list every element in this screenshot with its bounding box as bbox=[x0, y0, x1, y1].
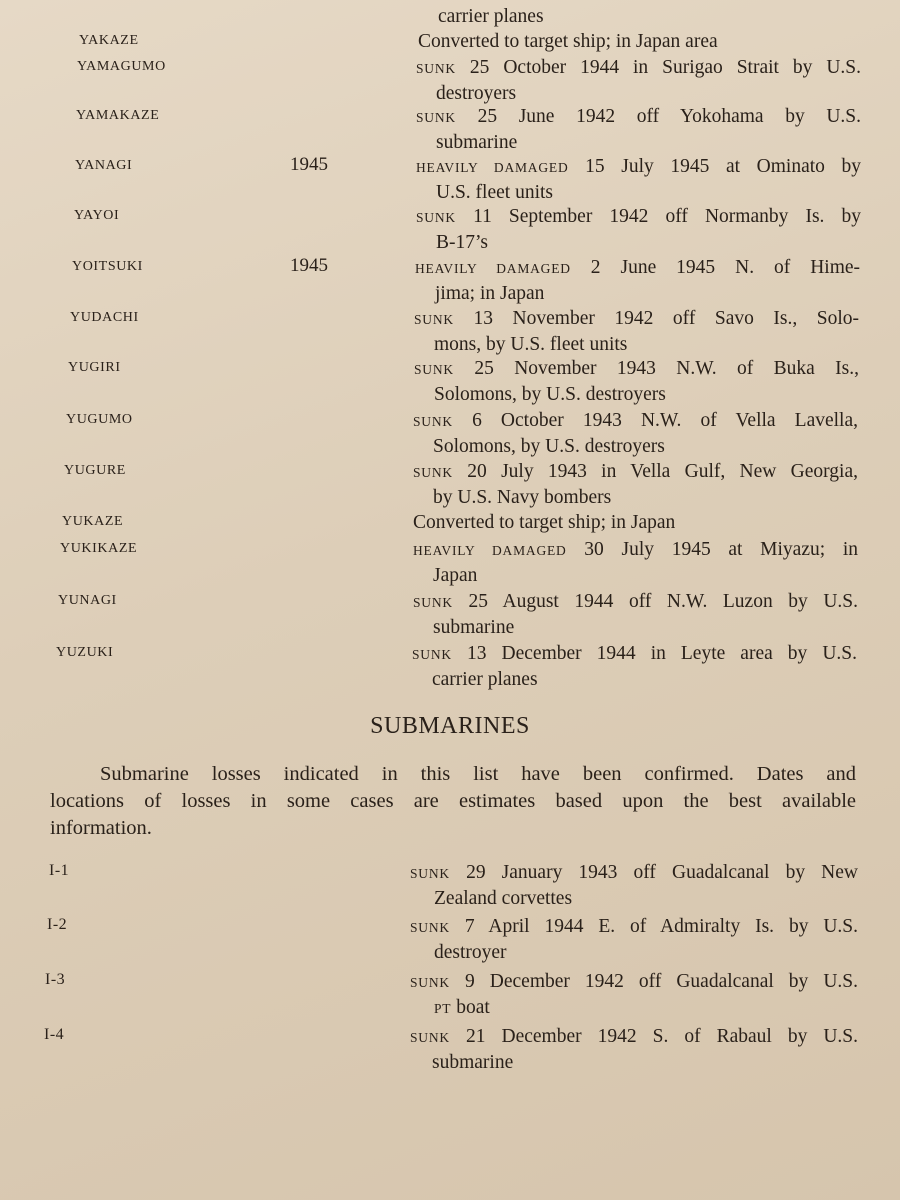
submarine-name: I-2 bbox=[47, 916, 68, 933]
ship-name: YANAGI bbox=[75, 158, 133, 173]
fate-line-2: Japan bbox=[433, 565, 478, 586]
ship-fate bbox=[412, 641, 857, 692]
fate-line-2: Solomons, by U.S. destroyers bbox=[433, 436, 665, 457]
ship-name: YUKIKAZE bbox=[60, 541, 138, 556]
fate-status: SUNK bbox=[416, 61, 456, 76]
ship-name: YUGUMO bbox=[66, 412, 133, 427]
submarine-fate bbox=[410, 860, 858, 912]
ship-fate bbox=[415, 255, 860, 306]
fate-line-1: 20 July 1943 in Vella Gulf, New Georgia, bbox=[467, 461, 858, 482]
ship-name: YUNAGI bbox=[58, 593, 117, 608]
ship-fate bbox=[418, 29, 863, 54]
fate-status: SUNK bbox=[412, 647, 452, 662]
fate-line-2: destroyers bbox=[436, 83, 517, 104]
ship-name: YUGIRI bbox=[68, 360, 121, 375]
fate-line-2: destroyer bbox=[434, 942, 507, 963]
ship-name: YUDACHI bbox=[70, 310, 139, 325]
ship-name: YUKAZE bbox=[62, 514, 124, 529]
fate-status: SUNK bbox=[414, 362, 454, 377]
ship-fate bbox=[413, 589, 858, 640]
fate-line-1: Converted to target ship; in Japan bbox=[413, 512, 676, 533]
ship-year: 1945 bbox=[290, 255, 328, 276]
ship-name: YUZUKI bbox=[56, 645, 114, 660]
fate-line-1: 15 July 1945 at Ominato by bbox=[585, 156, 862, 177]
fate-line-1: 7 April 1944 E. of Admiralty Is. by U.S. bbox=[464, 916, 859, 937]
ship-fate bbox=[416, 104, 861, 155]
fate-line-1: 9 December 1942 off Guadalcanal by U.S. bbox=[465, 971, 859, 992]
fate-status: SUNK bbox=[410, 866, 450, 881]
submarine-name: I-4 bbox=[44, 1026, 65, 1043]
fate-line-2: submarine bbox=[432, 1052, 514, 1073]
fate-status: HEAVILY DAMAGED bbox=[415, 261, 571, 276]
section-intro bbox=[50, 761, 856, 842]
ship-name: YUGURE bbox=[64, 463, 126, 478]
fate-status: SUNK bbox=[410, 975, 450, 990]
fate-line-2: B-17’s bbox=[436, 232, 489, 253]
fate-line-1: 2 June 1945 N. of Hime- bbox=[590, 257, 861, 278]
ship-fate bbox=[416, 204, 861, 255]
fate-line-2: carrier planes bbox=[432, 669, 538, 690]
ship-fate bbox=[416, 55, 861, 106]
fate-line-2: U.S. fleet units bbox=[436, 182, 553, 203]
fate-status: SUNK bbox=[416, 110, 456, 125]
ship-fate bbox=[414, 306, 859, 357]
fate-status: SUNK bbox=[414, 312, 454, 327]
ship-name: YAYOI bbox=[74, 208, 120, 223]
top-fragment-text: carrier planes bbox=[438, 6, 544, 27]
fate-line-2: mons, by U.S. fleet units bbox=[434, 334, 628, 355]
ship-fate bbox=[413, 510, 858, 535]
submarine-fate bbox=[410, 1024, 858, 1076]
fate-line-1: 13 November 1942 off Savo Is., Solo- bbox=[473, 308, 860, 329]
ship-fate bbox=[414, 356, 859, 407]
fate-line-1: Converted to target ship; in Japan area bbox=[418, 31, 718, 52]
fate-line-2: submarine bbox=[433, 617, 515, 638]
ship-fate bbox=[416, 154, 861, 205]
submarine-fate bbox=[410, 969, 858, 1021]
intro-line: Submarine losses indicated in this list have been confirmed. Dates and bbox=[100, 763, 856, 785]
fate-status: SUNK bbox=[410, 920, 450, 935]
fate-line-1: 25 June 1942 off Yokohama by U.S. bbox=[477, 106, 861, 127]
fate-line-2: by U.S. Navy bombers bbox=[433, 487, 612, 508]
fate-status-2: PT bbox=[434, 1001, 452, 1016]
fate-line-2: Zealand corvettes bbox=[434, 888, 573, 909]
fate-line-1: 25 August 1944 off N.W. Luzon by U.S. bbox=[468, 591, 859, 612]
ship-name: YAMAKAZE bbox=[76, 108, 160, 123]
intro-line: locations of losses in some cases are estimates based upon the best available bbox=[50, 790, 856, 812]
ship-name: YOITSUKI bbox=[72, 259, 143, 274]
ship-fate bbox=[413, 459, 858, 510]
fate-line-1: 6 October 1943 N.W. of Vella Lavella, bbox=[472, 410, 859, 431]
fate-line-2: boat bbox=[456, 997, 490, 1018]
submarine-name: I-3 bbox=[45, 971, 66, 988]
section-heading: SUBMARINES bbox=[370, 713, 530, 739]
fate-line-1: 11 September 1942 off Normanby Is. by bbox=[473, 206, 861, 227]
fate-status: HEAVILY DAMAGED bbox=[413, 543, 567, 558]
ship-name: YAKAZE bbox=[79, 33, 139, 48]
submarine-fate bbox=[410, 914, 858, 966]
fate-status: SUNK bbox=[413, 465, 453, 480]
fate-line-2: Solomons, by U.S. destroyers bbox=[434, 384, 666, 405]
fate-line-2: jima; in Japan bbox=[435, 283, 545, 304]
fate-status: HEAVILY DAMAGED bbox=[416, 160, 569, 175]
fate-line-1: 21 December 1942 S. of Rabaul by U.S. bbox=[465, 1026, 859, 1047]
fate-status: SUNK bbox=[413, 414, 453, 429]
ship-name: YAMAGUMO bbox=[77, 59, 166, 74]
fate-line-2: submarine bbox=[436, 132, 518, 153]
fate-line-1: 13 December 1944 in Leyte area by U.S. bbox=[467, 643, 857, 664]
ship-fate bbox=[413, 537, 858, 588]
submarine-name: I-1 bbox=[49, 862, 70, 879]
fate-line-1: 29 January 1943 off Guadalcanal by New bbox=[466, 862, 858, 883]
fate-line-1: 30 July 1945 at Miyazu; in bbox=[584, 539, 859, 560]
fate-status: SUNK bbox=[413, 595, 453, 610]
fate-status: SUNK bbox=[416, 210, 456, 225]
fate-line-1: 25 October 1944 in Surigao Strait by U.S. bbox=[469, 57, 861, 78]
fate-status: SUNK bbox=[410, 1030, 450, 1045]
fate-line-1: 25 November 1943 N.W. of Buka Is., bbox=[474, 358, 860, 379]
ship-year: 1945 bbox=[290, 154, 328, 175]
ship-fate bbox=[413, 408, 858, 459]
intro-line: information. bbox=[50, 817, 152, 839]
